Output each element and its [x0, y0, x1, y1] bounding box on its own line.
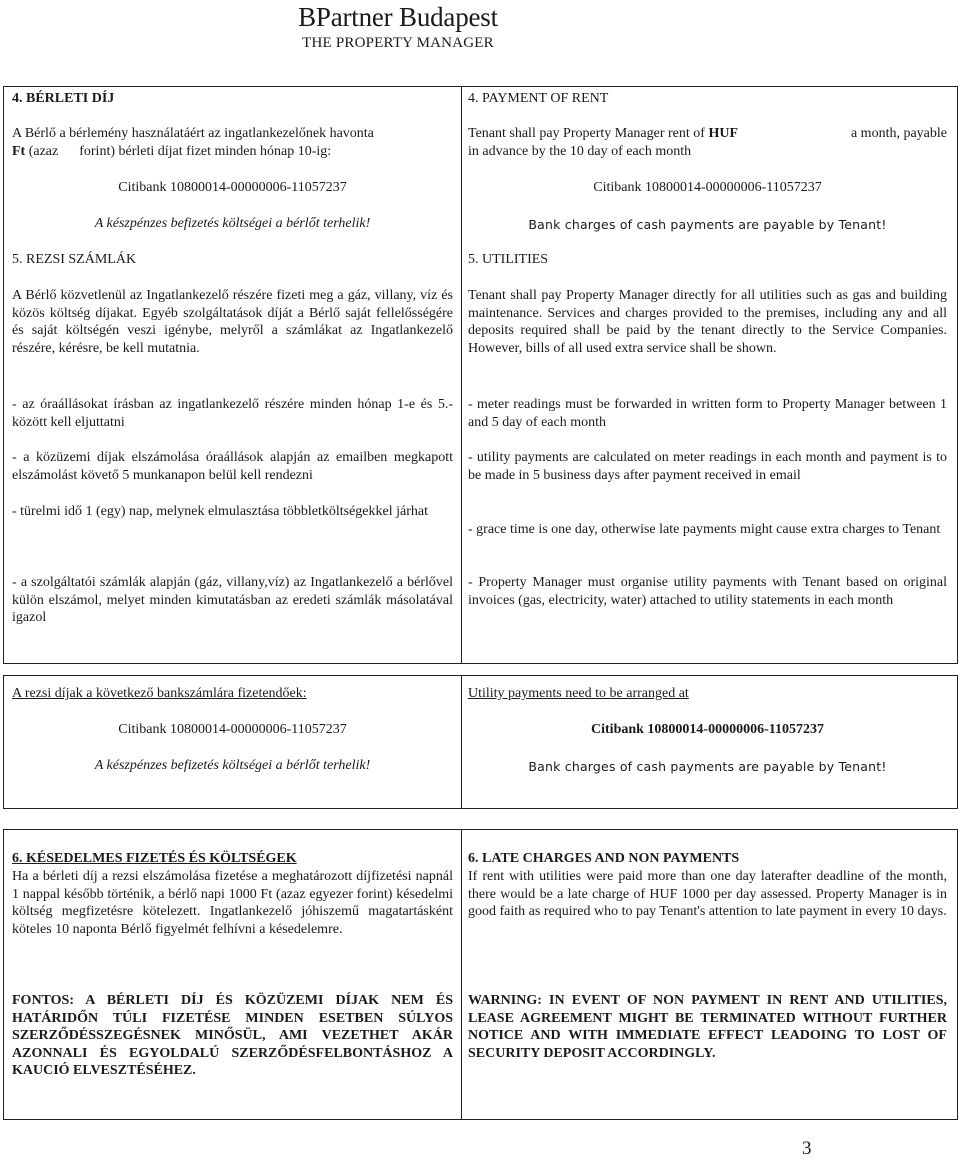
rent-text-hu-line2: Ft (azaz forint) bérleti díjat fizet minden hónap 10-ig: — [12, 143, 332, 159]
late-heading-hu: 6. KÉSEDELMES FIZETÉS ÉS KÖLTSÉGEK — [12, 851, 297, 866]
late-charges-table — [3, 829, 958, 1120]
utilities-p1-en: Tenant shall pay Property Manager directly for all utilities such as gas and building maintenance. Services and charges provided to the premises, including any and all deposits required shall be paid by the tenant directly to the Service Companies. However, bills of all used extra service shall be shown. — [468, 288, 947, 356]
utility-account-en — [462, 676, 957, 808]
rent-text-en-line2: in advance by the 10 day of each month — [468, 143, 692, 159]
utilities-p2-hu: - az óraállásokat írásban az ingatlankezelő részére minden hónap 1-e és 5.- között kell eljuttatni — [12, 397, 453, 430]
rent-text-en — [468, 125, 947, 160]
rent-text-hu — [12, 125, 453, 160]
utility-account-number-en: Citibank 10800014-00000006-11057237 — [591, 722, 824, 737]
utilities-heading-hu: 5. REZSI SZÁMLÁK — [12, 252, 137, 267]
utilities-p5-hu: - a szolgáltatói számlák alapján (gáz, villany,víz) az Ingatlankezelő a bérlővel külön elszámol, melyet minden kimutatásban az eredeti számlák másolatával igazol — [12, 575, 453, 625]
late-charges-hu — [4, 830, 462, 1119]
utility-account-table — [3, 675, 958, 809]
late-text-en: If rent with utilities were paid more than one day laterafter deadline of the month, there would be a late charge of HUF 1000 per day assessed. Property Manager is in good faith as required who to pay Tenant's attention to late payment in every 10 days. — [468, 869, 947, 919]
utilities-p3-hu: - a közüzemi díjak elszámolása óraállások alapján az emailben megkapott elszámolást követő 5 munkanapon belül kell rendezni — [12, 450, 453, 483]
rent-text-en-part2: a month, payable — [850, 126, 947, 141]
utilities-p4-hu: - türelmi idő 1 (egy) nap, melynek elmulasztása többletköltségekkel járhat — [12, 504, 428, 519]
utility-account-number-hu: Citibank 10800014-00000006-11057237 — [118, 722, 347, 737]
rent-text-en-part1: Tenant shall pay Property Manager rent of — [468, 126, 709, 141]
rent-text-en-line1-left — [468, 125, 738, 143]
utility-account-hu — [4, 676, 462, 808]
late-heading-en: 6. LATE CHARGES AND NON PAYMENTS — [468, 851, 740, 866]
rent-text-hu-line1: A Bérlő a bérlemény használatáért az ingatlankezelőnek havonta — [12, 126, 374, 141]
page-header — [228, 0, 568, 52]
utilities-p3-en: - utility payments are calculated on meter readings in each month and payment is to be made in 5 business days after payment received in email — [468, 450, 947, 483]
utilities-p5-en: - Property Manager must organise utility payments with Tenant based on original invoices (gas, electricity, water) attached to utility statements in each month — [468, 575, 947, 608]
rent-text-en-line1 — [468, 125, 947, 143]
hungarian-column — [4, 87, 462, 663]
late-warning-hu: FONTOS: A BÉRLETI DÍJ ÉS KÖZÜZEMI DÍJAK NEM ÉS HATÁRIDŐN TÚLI FIZETÉSE MINDEN ESETBEN SÚLYOS SZERZŐDÉSSZEGÉSNEK MINŐSÜL, AMI VEZETHET AKÁR AZONNALI ÉS EGYOLDALÚ SZERZŐDÉSFELBONTÁSHOZ A KAUCIÓ ELVESZTÉSÉHEZ. — [12, 993, 453, 1078]
english-column — [462, 87, 957, 663]
company-name: BPartner Budapest — [298, 2, 498, 32]
late-text-hu: Ha a bérleti díj a rezsi elszámolása fizetése a meghatározott díjfizetési napnál 1 nappal később történik, a bérlő napi 1000 Ft (azaz egyezer forint) késedelmi költség megfizetésre kötelezett. Ingatlankezelő jóhiszemű magatartásként köteles 10 naponta Bérlő figyelmét felhívni a késedelemre. — [12, 869, 453, 937]
late-charges-en — [462, 830, 957, 1119]
utilities-p4-en: - grace time is one day, otherwise late payments might cause extra charges to Tenant — [468, 522, 941, 537]
utilities-heading-en: 5. UTILITIES — [468, 252, 549, 267]
company-tagline: THE PROPERTY MANAGER — [302, 35, 494, 51]
rent-cash-note-hu: A készpénzes befizetés költségei a bérlőt terhelik! — [94, 216, 371, 231]
rent-account-hu: Citibank 10800014-00000006-11057237 — [118, 180, 347, 195]
utilities-p2-en: - meter readings must be forwarded in written form to Property Manager between 1 and 5 day of each month — [468, 397, 947, 430]
rent-cash-note-en: Bank charges of cash payments are payable by Tenant! — [528, 217, 887, 232]
utility-cash-note-en: Bank charges of cash payments are payable by Tenant! — [528, 759, 887, 774]
utility-intro-hu: A rezsi díjak a következő bankszámlára fizetendőek: — [12, 686, 307, 701]
rent-account-en: Citibank 10800014-00000006-11057237 — [593, 180, 822, 195]
late-warning-en: WARNING: IN EVENT OF NON PAYMENT IN RENT AND UTILITIES, LEASE AGREEMENT MIGHT BE TERMINATED WITHOUT FURTHER NOTICE AND WITH IMMEDIATE EFFECT LEADOING TO LOST OF SECURITY DEPOSIT ACCORDINGLY. — [468, 993, 947, 1061]
main-table — [3, 86, 958, 664]
utilities-p1-hu: A Bérlő közvetlenül az Ingatlankezelő részére fizeti meg a gáz, villany, víz és közös költség díjakat. Egyéb szolgáltatások díját a Bérlő saját fellelősségére és saját költségén veszi igénybe, melyről a számlákat az Ingatlankezelő részére, kérésre, be kell mutatnia. — [12, 288, 453, 356]
utility-intro-en: Utility payments need to be arranged at — [468, 686, 689, 701]
rent-heading-hu: 4. BÉRLETI DÍJ — [12, 91, 115, 106]
rent-currency: HUF — [708, 126, 739, 141]
utility-cash-note-hu: A készpénzes befizetés költségei a bérlőt terhelik! — [94, 758, 371, 773]
page-number: 3 — [802, 1138, 812, 1159]
rent-heading-en: 4. PAYMENT OF RENT — [468, 91, 609, 106]
